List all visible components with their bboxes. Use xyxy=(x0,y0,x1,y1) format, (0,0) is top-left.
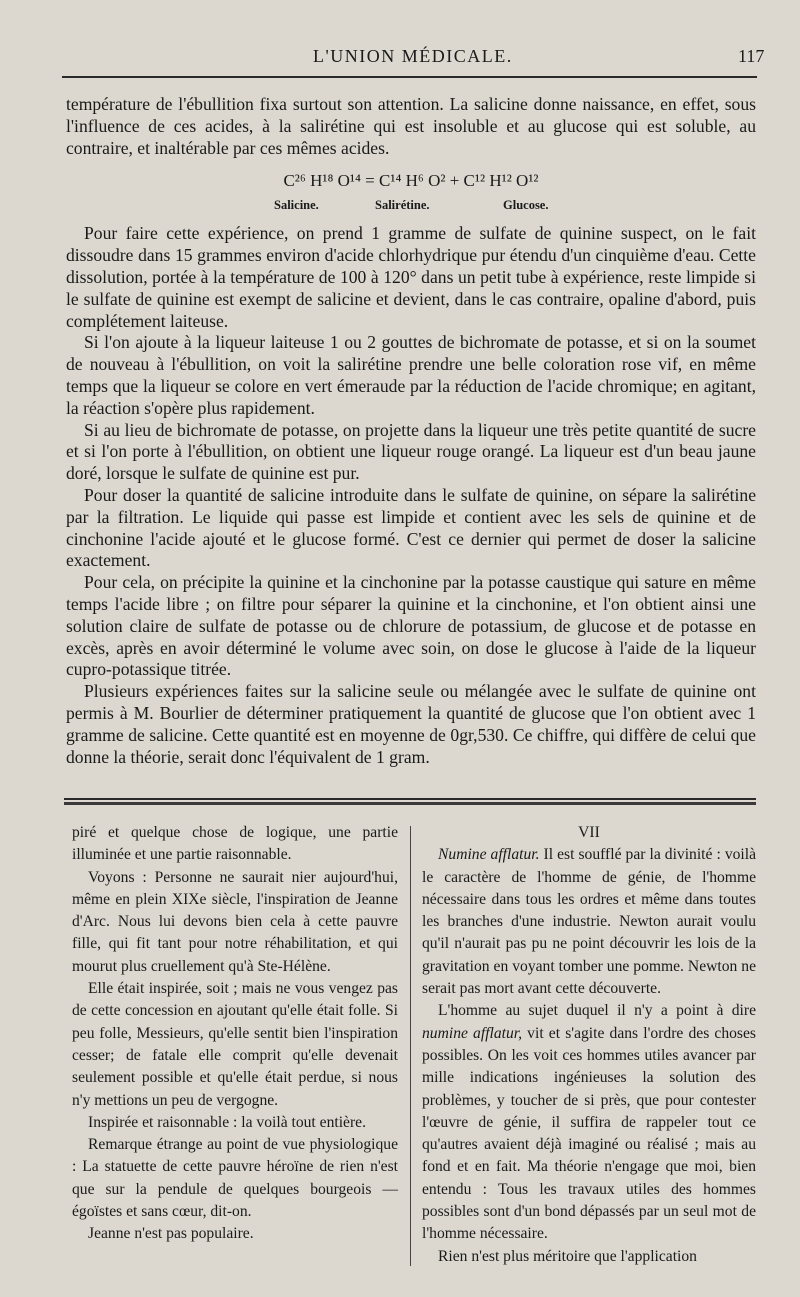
paragraph: Plusieurs expériences faites sur la salicine seule ou mélangée avec le sulfate de quinine ont permis à M. Bourlier de déterminer pratiquement la quantité de glucose que l'on obtient avec 1 gramme de salicine. Cette quantité est en moyenne de 0gr,530. Ce chiffre, qui diffère de celui que donne la théorie, serait donc l'équivalent de 1 gram. xyxy=(66,681,756,767)
paragraph: Elle était inspirée, soit ; mais ne vous vengez pas de cette concession en ajoutant qu'elle était folle. Si peu folle, Messieurs, qu'elle sentit bien l'inspiration cesser; de fatale elle comprit qu'elle devenait seulement possible et qu'elle était perdue, si nous n'y mettions un peu de vergogne. xyxy=(72,980,398,1109)
paragraph: Pour faire cette expérience, on prend 1 gramme de sulfate de quinine suspect, on le fait dissoudre dans 15 grammes environ d'acide chlorhydrique pur étendu d'un cinquième d'eau. Cette dissolution, portée à la température de 100 à 120° dans un petit tube à expérience, reste limpide si le sulfate de quinine est exempt de salicine et devient, dans le cas contraire, opaline d'abord, puis complétement laiteuse. xyxy=(66,223,756,331)
label-salicine: Salicine. xyxy=(274,198,319,213)
feuilleton-left-column xyxy=(72,822,398,1246)
paragraph: température de l'ébullition fixa surtout son attention. La salicine donne naissance, en effet, sous l'influence de ces acides, à la salirétine qui est insoluble et au glucose qui est soluble, au contraire, et inaltérable par ces mêmes acides. xyxy=(66,94,756,158)
paragraph: Inspirée et raisonnable : la voilà tout entière. xyxy=(88,1113,366,1131)
label-saliretine: Salirétine. xyxy=(375,198,430,213)
latin-phrase: numine afflatur, xyxy=(422,1024,523,1042)
paragraph: Jeanne n'est pas populaire. xyxy=(88,1225,254,1243)
chemical-equation: C²⁶ H¹⁸ O¹⁴ = C¹⁴ H⁶ O² + C¹² H¹² O¹² xyxy=(283,171,539,191)
paragraph-text: Il est soufflé par la divinité : voilà le caractère de l'homme de génie, de l'homme nécessaire dans tous les ordres et même dans toutes les branches d'une industrie. Newton aurait voulu qu'il n'aurait pas pu ne point découvrir les lois de la gravitation en voyant tomber une pomme. Newton ne serait pas mort avant cette découverte. xyxy=(422,846,757,998)
paragraph-text: L'homme au sujet duquel il n'y a point à dire xyxy=(438,1002,756,1020)
paragraph: piré et quelque chose de logique, une partie illuminée et une partie raisonnable. xyxy=(72,824,398,864)
paragraph: Rien n'est plus méritoire que l'application xyxy=(438,1247,697,1265)
main-article xyxy=(66,94,756,768)
section-number: VII xyxy=(578,824,600,841)
paragraph: Si l'on ajoute à la liqueur laiteuse 1 ou 2 gouttes de bichromate de potasse, et si on la soumet de nouveau à l'ébullition, on voit la salirétine prendre une belle coloration rose vif, en même temps que la liqueur se colore en vert émeraude par la réduction de l'acide chromique; en agitant, la réaction s'opère plus rapidement. xyxy=(66,332,756,418)
running-header xyxy=(0,46,800,72)
column-divider xyxy=(410,826,411,1266)
label-glucose: Glucose. xyxy=(503,198,549,213)
feuilleton-right-column xyxy=(422,822,756,1268)
section-rule xyxy=(64,798,756,800)
paragraph-text: vit et s'agite dans l'ordre des choses possibles. On les voit ces hommes utiles avancer par mille indications ingénieuses la solution des problèmes, y toucher de si près, que pour contester l'œuvre de génie, il suffira de rappeler tout ce qu'autres avaient déjà imaginé ou réalisé ; mais au fond et en fait. Ma théorie n'engage que moi, bien entendu : Tous les travaux utiles des hommes possibles sont d'un bond dépassés par un seul mot de l'homme nécessaire. xyxy=(422,1024,756,1243)
header-rule xyxy=(62,76,757,78)
paragraph xyxy=(422,1000,756,1245)
journal-title: L'UNION MÉDICALE. xyxy=(313,46,513,66)
paragraph xyxy=(422,844,756,1000)
paragraph: Voyons : Personne ne saurait nier aujourd'hui, même en plein XIXe siècle, l'inspiration de Jeanne d'Arc. Nous lui devons bien cela à cette pauvre fille, qui fit tant pour notre réhabilitation, et qui mourut plus cruellement qu'à Ste-Hélène. xyxy=(72,868,398,975)
paragraph: Si au lieu de bichromate de potasse, on projette dans la liqueur une très petite quantité de sucre et si l'on porte à l'ébullition, on obtient une liqueur rouge orangé. La liqueur est d'un beau jaune doré, lorsque le sulfate de quinine est pur. xyxy=(66,419,756,484)
latin-phrase: Numine afflatur. xyxy=(438,846,540,864)
paragraph: Remarque étrange au point de vue physiologique : La statuette de cette pauvre héroïne de rien n'est que sur la pendule de quelques bourgeois — égoïstes et sans cœur, dit-on. xyxy=(72,1136,398,1221)
paragraph: Pour cela, on précipite la quinine et la cinchonine par la potasse caustique qui sature en même temps l'acide libre ; on filtre pour séparer la quinine et la cinchonine, et l'on obtient ainsi une solution claire de sulfate de potasse ou de chlorure de potassium, de glucose et de potasse en excès, après en avoir déterminé le volume avec soin, on dose le glucose à l'aide de la liqueur cupro-potassique titrée. xyxy=(66,572,756,680)
equation-labels xyxy=(66,191,756,217)
paragraph: Pour doser la quantité de salicine introduite dans le sulfate de quinine, on sépare la salirétine par la filtration. Le liquide qui passe est limpide et contient avec les sels de quinine et de cinchonine l'acide ajouté et le glucose formé. C'est ce dernier qui permet de doser la salicine exactement. xyxy=(66,484,756,571)
section-rule-thick xyxy=(64,802,756,805)
page-number: 117 xyxy=(738,46,765,66)
